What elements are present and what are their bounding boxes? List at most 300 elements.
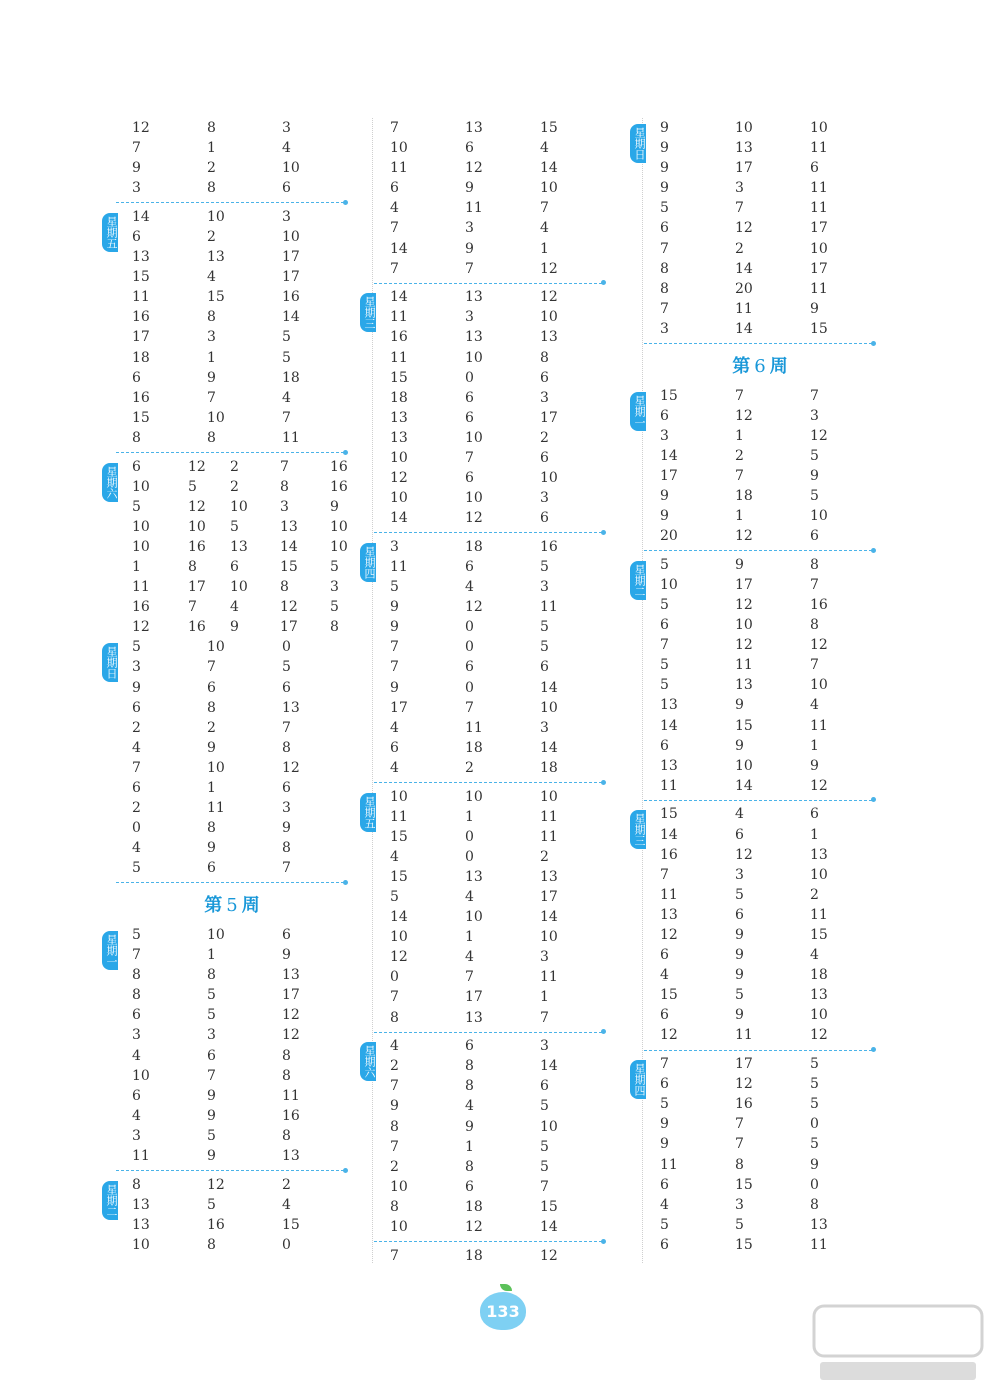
answer-row: [102, 657, 362, 677]
answer-cell: 7: [810, 576, 819, 593]
answer-cell: 7: [188, 599, 197, 616]
answer-cell: 7: [735, 1136, 744, 1153]
answer-cell: 7: [540, 200, 549, 217]
answer-cell: 11: [660, 1156, 678, 1173]
answer-cell: 9: [660, 140, 669, 157]
day-block: [630, 555, 890, 796]
answer-row: [360, 468, 620, 488]
answer-cell: 9: [810, 300, 819, 317]
answer-cell: 16: [188, 538, 206, 555]
answer-cell: 5: [810, 488, 819, 504]
answer-row: [360, 698, 620, 718]
answer-cell: 10: [465, 349, 483, 366]
answer-cell: 9: [735, 967, 744, 984]
answer-cell: 9: [390, 679, 399, 696]
answer-cell: 7: [132, 759, 141, 776]
answer-cell: 10: [390, 490, 408, 507]
answer-cell: 11: [282, 1087, 300, 1104]
day-separator: [102, 1166, 362, 1175]
answer-cell: 6: [465, 558, 474, 575]
day-block: [360, 537, 620, 778]
answer-cell: 2: [390, 1058, 399, 1075]
answer-cell: 6: [465, 659, 474, 676]
answer-cell: 4: [132, 840, 141, 857]
day-block: [102, 925, 362, 1166]
day-tab: 星期三: [360, 293, 376, 332]
answer-row: [630, 1005, 890, 1025]
answer-row: [630, 198, 890, 218]
answer-cell: 13: [465, 1009, 483, 1026]
week-suffix: 周: [769, 355, 788, 377]
answer-row: [360, 368, 620, 388]
answer-row: [102, 617, 362, 637]
answer-cell: 4: [465, 949, 474, 966]
day-block: [630, 118, 890, 339]
answer-cell: 7: [390, 120, 399, 136]
day-separator: [630, 339, 890, 348]
answer-cell: 6: [660, 1007, 669, 1024]
answer-row: [360, 138, 620, 158]
answer-cell: 17: [132, 329, 150, 346]
answer-cell: 0: [810, 1176, 819, 1193]
answer-row: [102, 925, 362, 945]
answer-row: [360, 678, 620, 698]
answer-cell: 11: [132, 579, 150, 596]
answer-cell: 11: [390, 309, 408, 326]
answer-cell: 15: [540, 120, 558, 136]
answer-row: [630, 279, 890, 299]
answer-cell: 13: [660, 757, 678, 774]
answer-row: [360, 847, 620, 867]
answer-cell: 4: [540, 140, 549, 157]
answer-cell: 5: [282, 349, 291, 366]
day-block: [102, 637, 362, 878]
answer-row: [630, 804, 890, 824]
answer-cell: 12: [540, 289, 558, 306]
answer-cell: 11: [540, 969, 558, 986]
answer-cell: 12: [188, 498, 206, 515]
answer-cell: 3: [282, 120, 291, 136]
answer-row: [630, 406, 890, 426]
answer-cell: 9: [735, 556, 744, 573]
answer-row: [102, 1215, 362, 1235]
answer-cell: 13: [282, 967, 300, 984]
answer-cell: 5: [132, 926, 141, 943]
answer-row: [360, 807, 620, 827]
answer-row: [102, 1106, 362, 1126]
answer-cell: 10: [810, 866, 828, 883]
answer-row: [102, 178, 362, 198]
answer-row: [630, 1025, 890, 1045]
answer-cell: 1: [207, 947, 216, 964]
answer-cell: 12: [810, 637, 828, 654]
answer-cell: 6: [810, 806, 819, 823]
day-tab: 星期五: [360, 793, 376, 832]
answer-row: [102, 1175, 362, 1195]
day-separator: [360, 528, 620, 537]
answer-cell: 3: [132, 1127, 141, 1144]
answer-row: [360, 408, 620, 428]
answer-row: [630, 1155, 890, 1175]
answer-cell: 13: [465, 120, 483, 136]
answer-cell: 18: [282, 369, 300, 386]
answer-cell: 8: [282, 1067, 291, 1084]
answer-cell: 12: [540, 1247, 558, 1264]
answer-cell: 11: [132, 1148, 150, 1164]
answer-cell: 0: [465, 639, 474, 656]
answer-cell: 2: [810, 886, 819, 903]
answer-cell: 8: [465, 1058, 474, 1075]
answer-cell: 1: [540, 240, 549, 257]
answer-cell: 7: [207, 389, 216, 406]
answer-column-1: [102, 118, 362, 1255]
answer-cell: 7: [390, 1138, 399, 1155]
answer-cell: 4: [735, 806, 744, 823]
answer-cell: 11: [810, 906, 828, 923]
day-separator: [102, 448, 362, 457]
day-tab: 星期六: [360, 1042, 376, 1081]
answer-cell: 10: [735, 617, 753, 634]
answer-cell: 11: [390, 349, 408, 366]
answer-cell: 8: [390, 1118, 399, 1135]
answer-cell: 1: [207, 349, 216, 366]
answer-cell: 13: [230, 538, 248, 555]
answer-cell: 14: [390, 510, 408, 527]
answer-row: [630, 865, 890, 885]
answer-cell: 9: [810, 1156, 819, 1173]
answer-cell: 8: [330, 619, 339, 636]
answer-cell: 10: [330, 518, 348, 535]
answer-cell: 15: [660, 987, 678, 1004]
answer-row: [360, 388, 620, 408]
answer-cell: 13: [282, 699, 300, 716]
answer-cell: 6: [660, 947, 669, 964]
answer-cell: 3: [282, 800, 291, 817]
answer-cell: 11: [735, 1027, 753, 1044]
answer-cell: 5: [660, 657, 669, 674]
answer-cell: 4: [465, 1098, 474, 1115]
answer-cell: 10: [390, 788, 408, 805]
answer-cell: 11: [465, 719, 483, 736]
answer-row: [360, 307, 620, 327]
answer-row: [630, 675, 890, 695]
answer-cell: 7: [390, 989, 399, 1006]
answer-cell: 16: [810, 596, 828, 613]
answer-cell: 10: [390, 1218, 408, 1235]
answer-cell: 5: [282, 659, 291, 676]
answer-cell: 7: [465, 450, 474, 466]
answer-row: [630, 555, 890, 575]
answer-row: [630, 1074, 890, 1094]
answer-cell: 11: [390, 558, 408, 575]
answer-cell: 3: [132, 659, 141, 676]
answer-cell: 10: [390, 450, 408, 466]
answer-cell: 6: [810, 160, 819, 177]
answer-row: [360, 158, 620, 178]
answer-cell: 11: [282, 429, 300, 446]
day-separator: [360, 1028, 620, 1037]
answer-row: [360, 637, 620, 657]
day-block: [102, 207, 362, 448]
answer-cell: 14: [540, 1218, 558, 1235]
answer-cell: 10: [132, 538, 150, 555]
answer-cell: 16: [132, 309, 150, 326]
answer-row: [630, 1134, 890, 1154]
answer-row: [102, 457, 362, 477]
answer-row: [360, 448, 620, 468]
answer-column-3: [630, 118, 890, 1255]
answer-cell: 8: [465, 1158, 474, 1175]
answer-cell: 12: [735, 528, 753, 545]
answer-row: [360, 597, 620, 617]
answer-row: [630, 218, 890, 238]
answer-row: [102, 718, 362, 738]
answer-row: [630, 386, 890, 406]
answer-cell: 2: [390, 1158, 399, 1175]
answer-cell: 5: [132, 860, 141, 877]
answer-cell: 5: [282, 329, 291, 346]
answer-row: [102, 1086, 362, 1106]
answer-cell: 6: [810, 528, 819, 545]
answer-cell: 8: [280, 478, 289, 495]
answer-row: [102, 985, 362, 1005]
answer-cell: 3: [132, 180, 141, 197]
answer-row: [360, 1096, 620, 1116]
answer-row: [102, 497, 362, 517]
day-separator: [630, 796, 890, 805]
answer-cell: 3: [540, 1038, 549, 1055]
answer-cell: 12: [735, 637, 753, 654]
answer-row: [630, 1195, 890, 1215]
answer-cell: 14: [132, 208, 150, 225]
answer-cell: 17: [188, 579, 206, 596]
answer-cell: 5: [230, 518, 239, 535]
answer-cell: 9: [660, 488, 669, 504]
answer-cell: 15: [132, 409, 150, 426]
answer-row: [630, 825, 890, 845]
answer-cell: 10: [188, 518, 206, 535]
answer-cell: 8: [207, 180, 216, 197]
answer-cell: 10: [540, 699, 558, 716]
answer-cell: 4: [465, 888, 474, 905]
answer-cell: 6: [660, 1236, 669, 1253]
answer-cell: 14: [390, 289, 408, 306]
answer-cell: 15: [207, 289, 225, 306]
answer-cell: 7: [660, 866, 669, 883]
answer-cell: 10: [132, 1236, 150, 1253]
answer-cell: 6: [660, 220, 669, 237]
week-number: 6: [754, 355, 766, 377]
answer-row: [102, 1126, 362, 1146]
answer-cell: 5: [660, 556, 669, 573]
answer-cell: 3: [280, 498, 289, 515]
answer-cell: 0: [465, 848, 474, 865]
answer-cell: 9: [660, 180, 669, 197]
answer-cell: 12: [465, 1218, 483, 1235]
answer-cell: 17: [540, 409, 558, 426]
answer-cell: 12: [540, 260, 558, 277]
answer-cell: 7: [390, 639, 399, 656]
answer-cell: 12: [810, 427, 828, 444]
answer-cell: 17: [282, 249, 300, 266]
answer-row: [102, 577, 362, 597]
answer-row: [102, 798, 362, 818]
answer-cell: 6: [465, 470, 474, 487]
answer-cell: 3: [465, 220, 474, 237]
answer-cell: 2: [132, 719, 141, 736]
answer-cell: 9: [230, 619, 239, 636]
answer-cell: 7: [735, 200, 744, 217]
answer-cell: 6: [465, 1038, 474, 1055]
day-block: [360, 787, 620, 1028]
answer-cell: 1: [207, 780, 216, 796]
answer-row: [102, 408, 362, 428]
answer-cell: 16: [540, 538, 558, 555]
answer-cell: 6: [132, 780, 141, 796]
answer-cell: 14: [660, 447, 678, 464]
day-separator: [102, 878, 362, 887]
day-block: [360, 1246, 620, 1266]
answer-cell: 4: [810, 697, 819, 714]
answer-cell: 12: [660, 1027, 678, 1044]
answer-cell: 10: [465, 909, 483, 926]
answer-cell: 0: [390, 969, 399, 986]
answer-cell: 8: [207, 120, 216, 136]
answer-row: [360, 1036, 620, 1056]
answer-row: [630, 756, 890, 776]
answer-cell: 10: [540, 470, 558, 487]
answer-cell: 4: [465, 579, 474, 596]
answer-cell: 5: [330, 558, 339, 575]
answer-cell: 6: [132, 228, 141, 245]
answer-cell: 6: [540, 369, 549, 386]
answer-cell: 4: [810, 947, 819, 964]
answer-cell: 10: [540, 788, 558, 805]
answer-cell: 4: [282, 389, 291, 406]
answer-row: [102, 698, 362, 718]
answer-cell: 17: [465, 989, 483, 1006]
answer-cell: 6: [540, 659, 549, 676]
answer-row: [630, 1235, 890, 1255]
answer-cell: 15: [282, 1216, 300, 1233]
answer-cell: 10: [465, 429, 483, 446]
answer-cell: 11: [660, 886, 678, 903]
answer-cell: 11: [207, 800, 225, 817]
answer-cell: 17: [735, 1056, 753, 1073]
answer-cell: 9: [660, 160, 669, 177]
answer-cell: 8: [465, 1078, 474, 1095]
answer-cell: 3: [660, 427, 669, 444]
answer-row: [630, 655, 890, 675]
answer-cell: 5: [132, 498, 141, 515]
answer-cell: 16: [330, 458, 348, 475]
answer-row: [102, 138, 362, 158]
answer-cell: 3: [540, 719, 549, 736]
day-block: [102, 118, 362, 198]
answer-cell: 2: [540, 848, 549, 865]
answer-cell: 8: [390, 1198, 399, 1215]
answer-row: [102, 557, 362, 577]
answer-cell: 6: [207, 1047, 216, 1064]
answer-cell: 0: [465, 619, 474, 636]
day-tab: 星期一: [102, 931, 118, 970]
answer-row: [360, 259, 620, 279]
day-block: [630, 804, 890, 1045]
answer-cell: 6: [660, 617, 669, 634]
answer-cell: 6: [390, 739, 399, 756]
answer-cell: 8: [390, 1009, 399, 1026]
answer-row: [102, 368, 362, 388]
day-tab: 星期二: [102, 1181, 118, 1220]
answer-row: [360, 577, 620, 597]
answer-cell: 5: [810, 1096, 819, 1113]
answer-cell: 12: [282, 1007, 300, 1024]
answer-cell: 18: [465, 1247, 483, 1264]
answer-cell: 5: [207, 1127, 216, 1144]
answer-row: [102, 1195, 362, 1215]
answer-cell: 8: [660, 260, 669, 277]
answer-cell: 9: [390, 619, 399, 636]
answer-cell: 17: [282, 987, 300, 1004]
answer-cell: 15: [390, 828, 408, 845]
answer-cell: 15: [735, 717, 753, 734]
answer-row: [102, 597, 362, 617]
answer-cell: 9: [207, 840, 216, 857]
answer-row: [630, 138, 890, 158]
answer-cell: 7: [132, 140, 141, 157]
answer-cell: 14: [735, 260, 753, 277]
answer-cell: 0: [465, 679, 474, 696]
answer-row: [360, 967, 620, 987]
answer-cell: 10: [390, 1178, 408, 1195]
answer-cell: 3: [660, 320, 669, 337]
answer-cell: 10: [282, 160, 300, 177]
answer-cell: 5: [390, 888, 399, 905]
answer-cell: 4: [207, 269, 216, 286]
answer-cell: 12: [465, 160, 483, 177]
answer-cell: 6: [132, 1087, 141, 1104]
week-heading: [102, 887, 362, 925]
answer-row: [102, 207, 362, 227]
answer-cell: 11: [810, 280, 828, 297]
answer-cell: 14: [735, 777, 753, 794]
answer-cell: 10: [230, 579, 248, 596]
answer-row: [360, 287, 620, 307]
answer-cell: 9: [735, 926, 744, 943]
answer-cell: 11: [810, 140, 828, 157]
answer-row: [630, 965, 890, 985]
week-prefix: 第: [732, 355, 751, 377]
answer-cell: 16: [188, 619, 206, 636]
answer-cell: 7: [390, 260, 399, 277]
answer-cell: 9: [660, 1136, 669, 1153]
answer-cell: 5: [810, 1076, 819, 1093]
answer-row: [102, 738, 362, 758]
answer-cell: 14: [660, 826, 678, 843]
answer-cell: 7: [280, 458, 289, 475]
answer-cell: 15: [390, 369, 408, 386]
day-tab: 星期日: [102, 643, 118, 682]
answer-cell: 1: [810, 826, 819, 843]
answer-cell: 13: [465, 329, 483, 346]
answer-cell: 5: [660, 596, 669, 613]
answer-cell: 15: [735, 1236, 753, 1253]
answer-cell: 12: [207, 1176, 225, 1193]
day-separator: [360, 1237, 620, 1246]
answer-cell: 9: [132, 160, 141, 177]
answer-row: [102, 1235, 362, 1255]
answer-row: [630, 506, 890, 526]
